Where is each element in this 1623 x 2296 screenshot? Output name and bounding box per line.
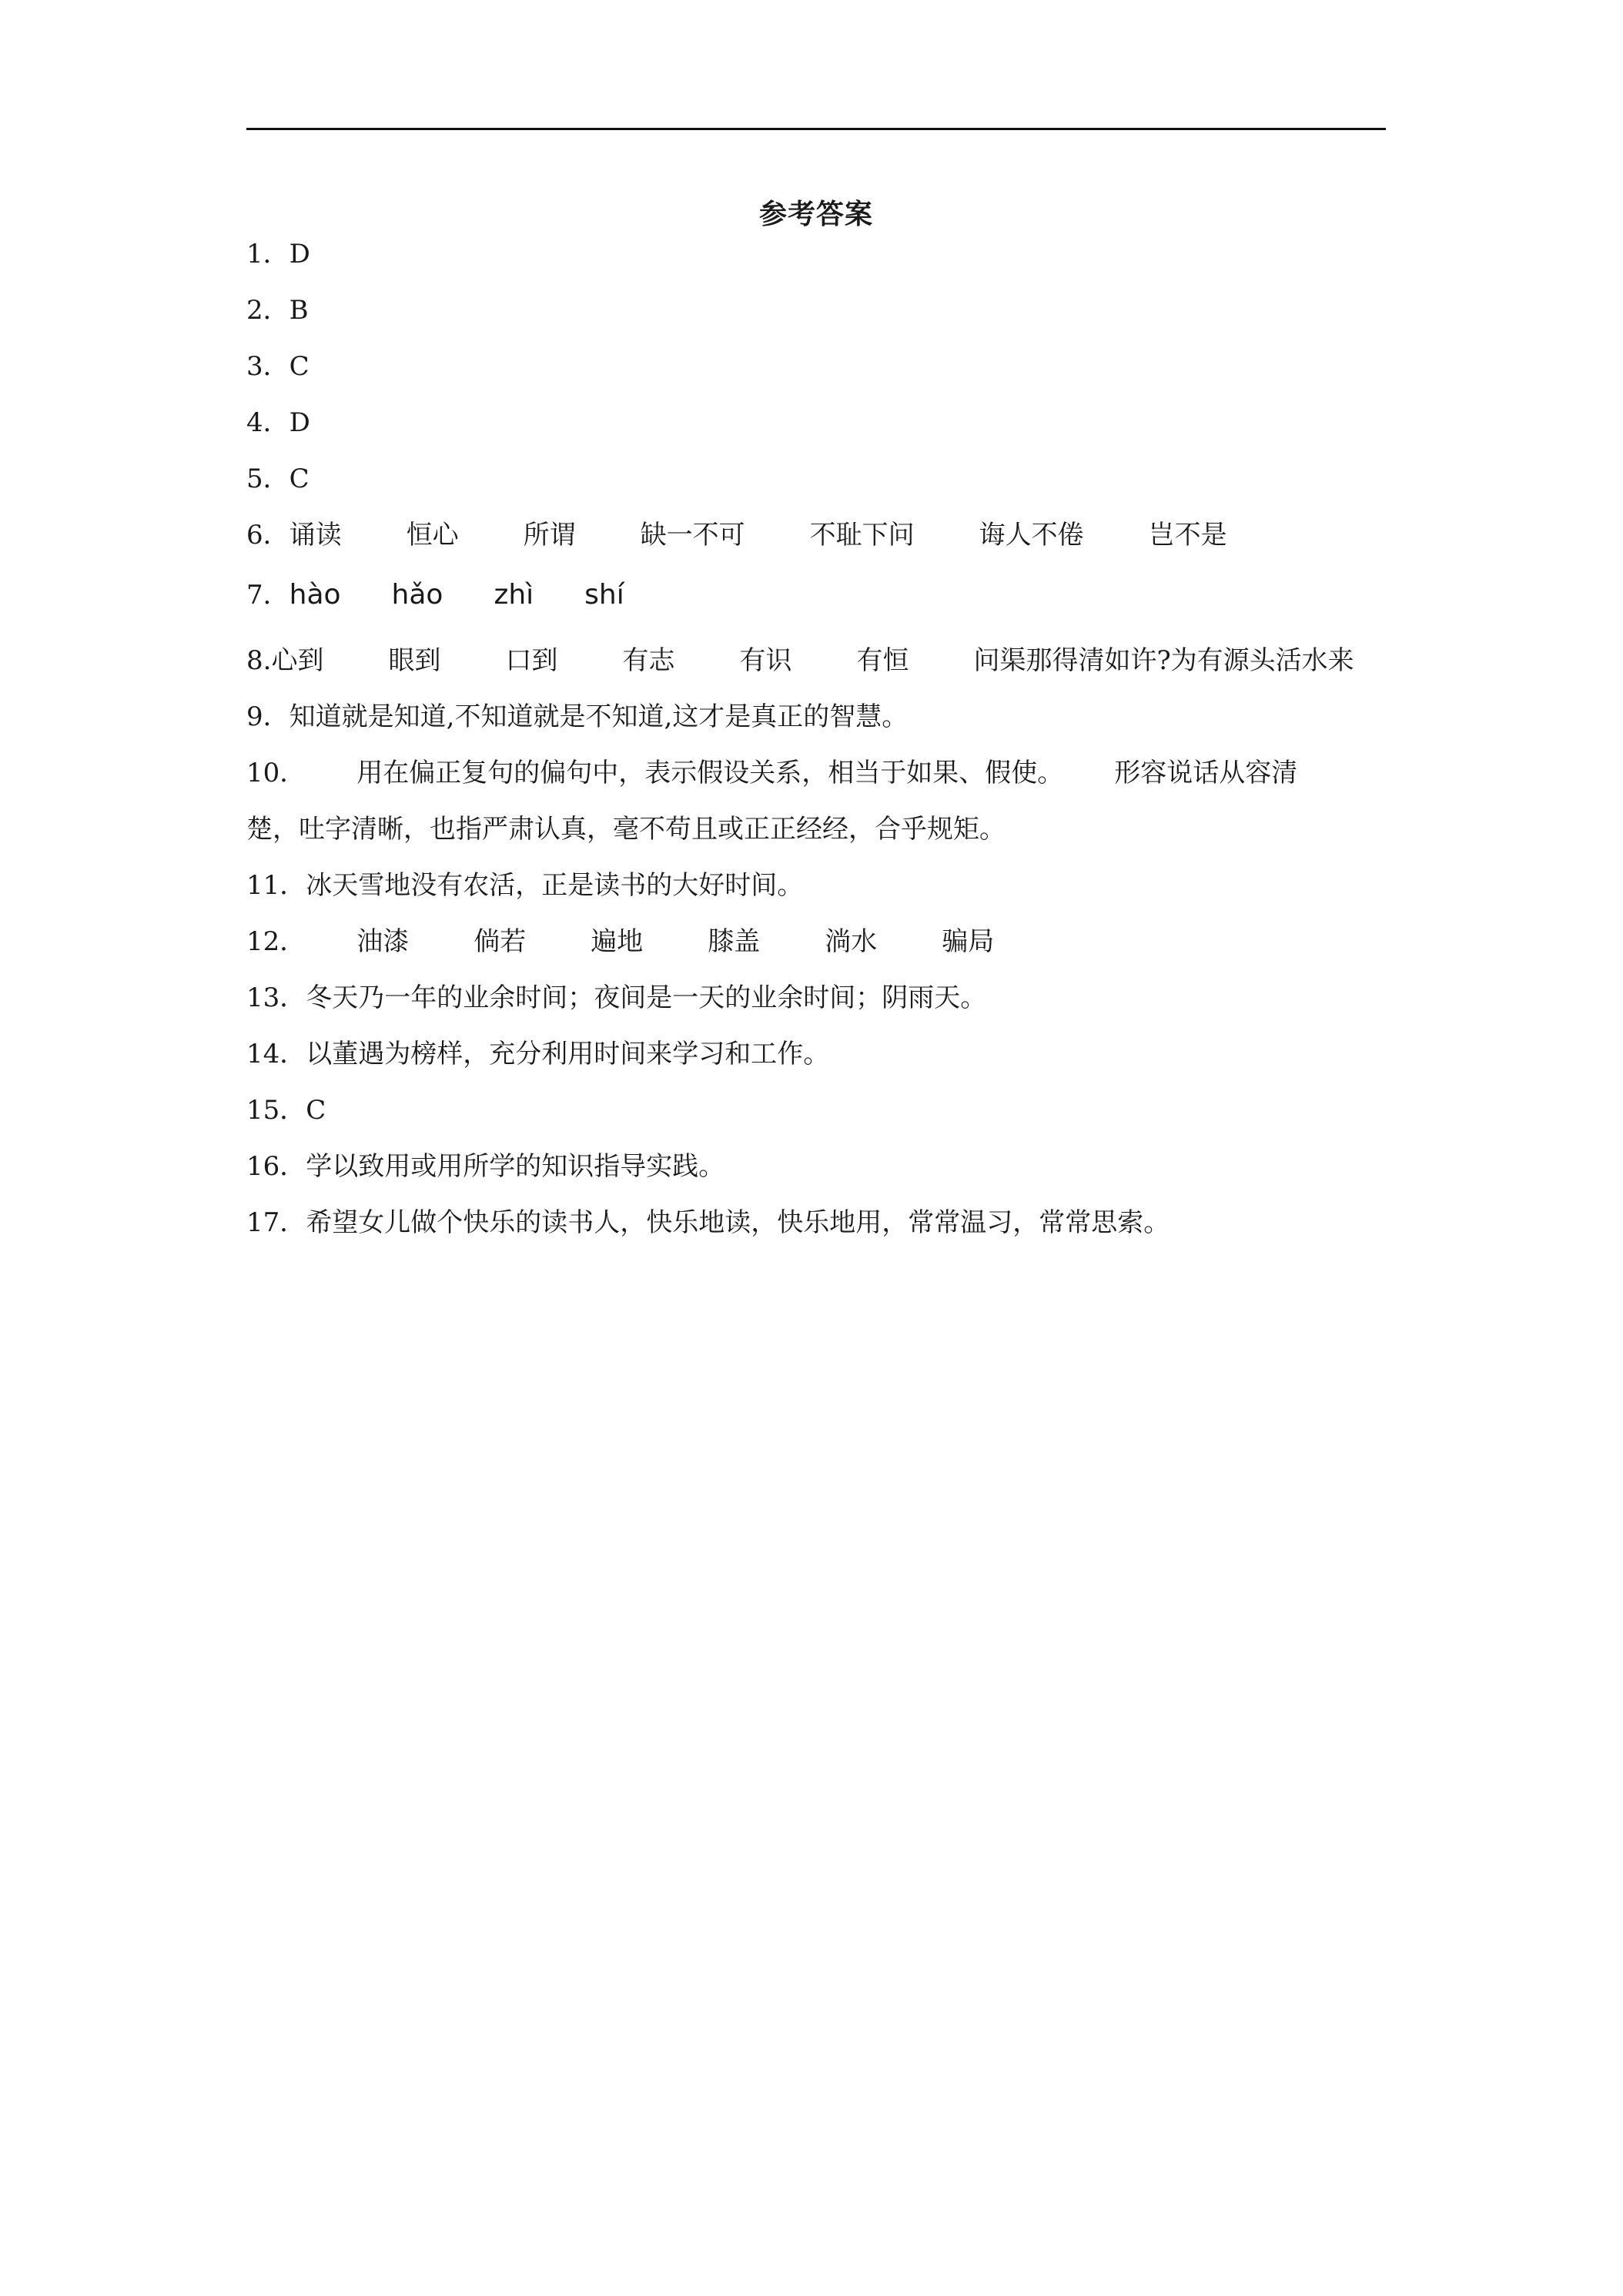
page-title: 参考答案 <box>758 198 873 230</box>
answer-16: 16．学以致用或用所学的知识指导实践。 <box>246 1151 725 1182</box>
answer-7 <box>246 576 1386 614</box>
answer-6-item: 诲人不倦 <box>979 520 1084 551</box>
answer-8-item: 眼到 <box>388 645 441 676</box>
answer-1: 1．D <box>246 239 310 269</box>
answer-7-pinyin: hǎo <box>391 579 443 611</box>
answer-12-item: 遍地 <box>591 926 644 957</box>
answer-12-item: 淌水 <box>825 926 878 957</box>
answer-4: 4．D <box>246 407 310 438</box>
answer-10-line-2: 楚，吐字清晰，也指严肃认真，毫不苟且或正正经经，合乎规矩。 <box>246 814 1006 845</box>
answer-8-item: 心到 <box>271 645 324 676</box>
answer-10-part-2: 形容说话从容清 <box>1114 758 1298 788</box>
answer-8-item: 有识 <box>739 645 792 676</box>
answer-14: 14．以董遇为榜样，充分利用时间来学习和工作。 <box>246 1039 830 1069</box>
answer-6-number: 6． <box>246 520 289 551</box>
answer-8-number: 8. <box>246 645 272 676</box>
answer-8 <box>246 641 1386 680</box>
answer-12 <box>246 922 1386 961</box>
answer-6-item: 诵读 <box>289 520 342 551</box>
answer-11: 11．冰天雪地没有农活，正是读书的大好时间。 <box>246 870 804 901</box>
answer-17: 17．希望女儿做个快乐的读书人，快乐地读，快乐地用，常常温习，常常思索。 <box>246 1207 1170 1238</box>
answer-2: 2．B <box>246 295 309 326</box>
answer-12-item: 油漆 <box>356 926 410 957</box>
answer-10-line-1 <box>246 754 1386 792</box>
answer-6-item: 所谓 <box>523 520 576 551</box>
answer-12-item: 骗局 <box>942 926 995 957</box>
answer-9: 9．知道就是知道,不知道就是不知道,这才是真正的智慧。 <box>246 701 909 732</box>
answer-3: 3．C <box>246 351 310 382</box>
answer-7-number: 7． <box>246 580 289 611</box>
header-rule <box>246 128 1386 130</box>
answer-7-pinyin: hào <box>289 579 341 611</box>
answer-6-item: 恒心 <box>406 520 459 551</box>
answer-8-item: 有志 <box>622 645 675 676</box>
answer-13: 13．冬天乃一年的业余时间；夜间是一天的业余时间；阴雨天。 <box>246 982 987 1013</box>
answer-15: 15．C <box>246 1095 326 1126</box>
answer-10-number: 10． <box>246 758 306 788</box>
answer-6-item: 缺一不可 <box>640 520 745 551</box>
answer-7-pinyin: zhì <box>494 579 534 611</box>
answer-6-item: 不耻下问 <box>809 520 915 551</box>
answer-6-item: 岂不是 <box>1148 520 1227 551</box>
answer-8-item: 问渠那得清如许?为有源头活水来 <box>973 645 1354 676</box>
answer-12-item: 倘若 <box>474 926 527 957</box>
answer-8-item: 口到 <box>505 645 558 676</box>
answer-10-part-1: 用在偏正复句的偏句中，表示假设关系，相当于如果、假使。 <box>356 758 1064 788</box>
answer-6 <box>246 516 1386 554</box>
answer-5: 5．C <box>246 464 310 494</box>
answer-12-number: 12． <box>246 926 306 957</box>
answer-12-item: 膝盖 <box>708 926 761 957</box>
answer-8-item: 有恒 <box>856 645 909 676</box>
answer-7-pinyin: shí <box>584 579 624 611</box>
